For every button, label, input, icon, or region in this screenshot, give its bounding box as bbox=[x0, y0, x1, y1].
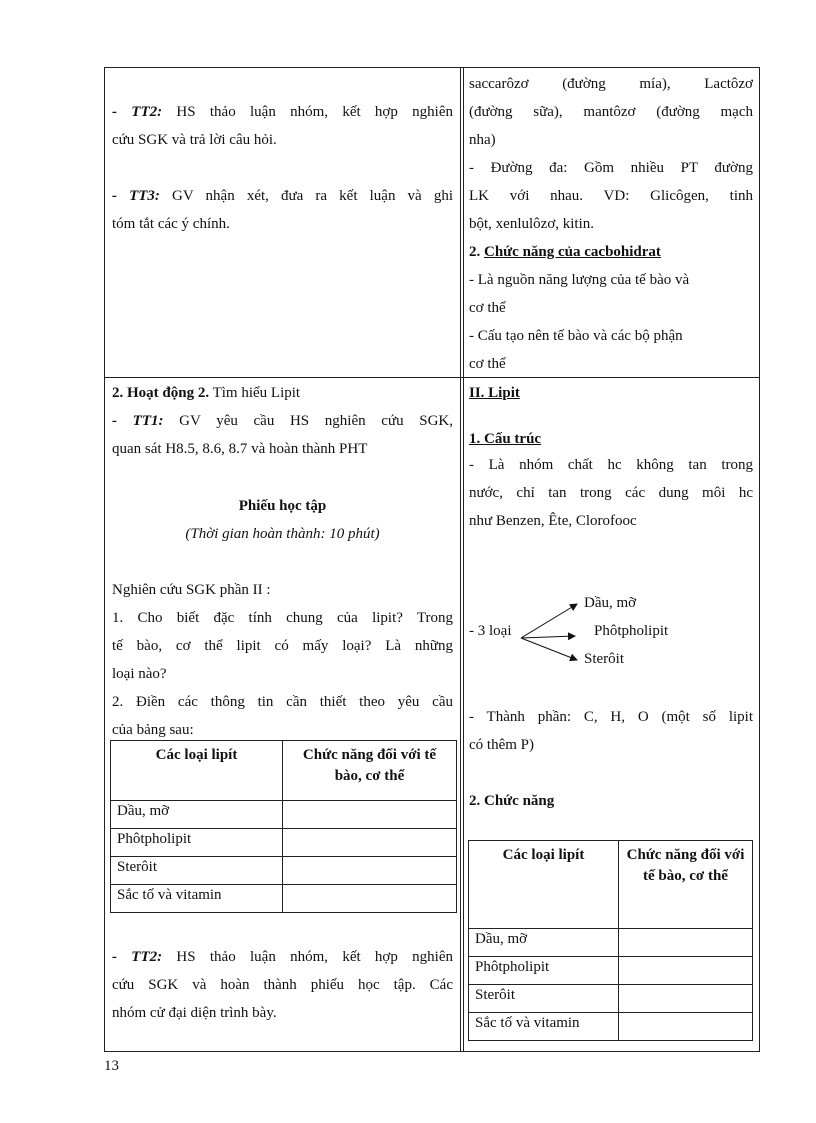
table-header-function: Chức năng đối với tế bào, cơ thể bbox=[283, 741, 457, 801]
lipid-worksheet-table bbox=[110, 740, 457, 913]
type-oil-fat: Dầu, mỡ bbox=[584, 595, 637, 611]
polysaccharide-line-1: - Đường đa: Gồm nhiều PT đường bbox=[469, 160, 753, 176]
table-cell-type: Sterôit bbox=[469, 985, 619, 1013]
table-row bbox=[111, 829, 457, 857]
structure-line-2: nước, chỉ tan trong các dung môi hc bbox=[469, 485, 753, 501]
tt1-text-line-2: quan sát H8.5, 8.6, 8.7 và hoàn thành PHT bbox=[112, 441, 368, 457]
type-steroid: Sterôit bbox=[584, 651, 624, 667]
table-header-row bbox=[111, 741, 457, 801]
table-cell-type: Sắc tố và vitamin bbox=[111, 885, 283, 913]
table-cell-type: Sterôit bbox=[111, 857, 283, 885]
table-row bbox=[111, 801, 457, 829]
lipid-function-heading: 2. Chức năng bbox=[469, 793, 555, 809]
table-row bbox=[111, 885, 457, 913]
tt1-text-line-1: - TT1: GV yêu cầu HS nghiên cứu SGK, bbox=[112, 413, 453, 429]
table-header-type: Các loại lipít bbox=[111, 741, 283, 801]
table-cell-function bbox=[619, 985, 753, 1013]
table-header-row bbox=[469, 841, 753, 929]
tt2-text-line-1: - TT2: HS thảo luận nhóm, kết hợp nghiên bbox=[112, 104, 453, 120]
arrow-to-phospholipid bbox=[521, 636, 575, 638]
activity-2-heading: 2. Hoạt động 2. Tìm hiểu Lipit bbox=[112, 385, 301, 401]
tt3-text-line-2: tóm tắt các ý chính. bbox=[112, 216, 230, 232]
function-line-4: cơ thể bbox=[469, 356, 506, 372]
sugar-line-2: (đường sữa), mantôzơ (đường mạch bbox=[469, 104, 753, 120]
structure-line-1: - Là nhóm chất hc không tan trong bbox=[469, 457, 753, 473]
table-cell-function bbox=[283, 801, 457, 829]
worksheet-title: Phiếu học tập bbox=[238, 498, 327, 514]
table-cell-function bbox=[619, 1013, 753, 1041]
table-row bbox=[469, 985, 753, 1013]
table-row bbox=[469, 1013, 753, 1041]
table-cell-type: Dầu, mỡ bbox=[111, 801, 283, 829]
lipid-function-table bbox=[468, 840, 753, 1041]
composition-line-2: có thêm P) bbox=[469, 737, 534, 753]
polysaccharide-line-3: bột, xenlulôzơ, kitin. bbox=[469, 216, 595, 232]
polysaccharide-line-2: LK với nhau. VD: Glicôgen, tinh bbox=[469, 188, 753, 204]
structure-line-3: như Benzen, Ête, Clorofooc bbox=[469, 513, 637, 529]
arrow-to-steroid bbox=[521, 638, 577, 660]
tt2-b-text-line-2: cứu SGK và hoàn thành phiếu học tập. Các bbox=[112, 977, 453, 993]
worksheet-time: (Thời gian hoàn thành: 10 phút) bbox=[185, 526, 380, 542]
lipit-section-title: II. Lipit bbox=[469, 385, 520, 401]
composition-line-1: - Thành phần: C, H, O (một số lipit bbox=[469, 709, 753, 725]
table-cell-type: Phôtpholipit bbox=[111, 829, 283, 857]
table-row bbox=[111, 857, 457, 885]
table-cell-type: Phôtpholipit bbox=[469, 957, 619, 985]
question-1-line-3: loại nào? bbox=[112, 666, 167, 682]
question-1-line-2: tế bào, cơ thể lipit có mấy loại? Là những bbox=[112, 638, 453, 654]
structure-heading: 1. Cấu trúc bbox=[469, 431, 542, 447]
table-cell-type: Dầu, mỡ bbox=[469, 929, 619, 957]
study-instruction: Nghiên cứu SGK phần II : bbox=[112, 582, 271, 598]
three-types-label: - 3 loại bbox=[469, 623, 512, 639]
table-cell-function bbox=[619, 957, 753, 985]
sugar-line-3: nha) bbox=[469, 132, 496, 148]
question-2-line-1: 2. Điền các thông tin cần thiết theo yêu cầu bbox=[112, 694, 453, 710]
arrow-to-oil-fat bbox=[521, 604, 577, 638]
table-cell-function bbox=[283, 857, 457, 885]
table-cell-function bbox=[283, 885, 457, 913]
tt3-text-line-1: - TT3: GV nhận xét, đưa ra kết luận và ghi bbox=[112, 188, 453, 204]
table-header-type: Các loại lipít bbox=[469, 841, 619, 929]
type-phospholipid: Phôtpholipit bbox=[594, 623, 669, 639]
column-divider bbox=[460, 67, 464, 1052]
question-2-line-2: của bảng sau: bbox=[112, 722, 194, 738]
row-divider bbox=[104, 377, 760, 379]
function-line-3: - Cấu tạo nên tế bào và các bộ phận bbox=[469, 328, 683, 344]
tt2-b-text-line-3: nhóm cử đại diện trình bày. bbox=[112, 1005, 277, 1021]
tt2-b-text-line-1: - TT2: HS thảo luận nhóm, kết hợp nghiên bbox=[112, 949, 453, 965]
question-1-line-1: 1. Cho biết đặc tính chung của lipit? Trong bbox=[112, 610, 453, 626]
table-row bbox=[469, 957, 753, 985]
sugar-line-1: saccarôzơ (đường mía), Lactôzơ bbox=[469, 76, 753, 92]
table-cell-function bbox=[283, 829, 457, 857]
tt2-text-line-2: cứu SGK và trả lời câu hỏi. bbox=[112, 132, 277, 148]
diagram-arrows bbox=[469, 590, 729, 680]
table-header-function: Chức năng đối với tế bào, cơ thể bbox=[619, 841, 753, 929]
carbohydrate-function-heading: 2. Chức năng của cacbohidrat bbox=[469, 244, 661, 260]
table-cell-type: Sắc tố và vitamin bbox=[469, 1013, 619, 1041]
function-line-1: - Là nguồn năng lượng của tế bào và bbox=[469, 272, 690, 288]
page-number: 13 bbox=[104, 1058, 119, 1074]
function-line-2: cơ thể bbox=[469, 300, 506, 316]
table-row bbox=[469, 929, 753, 957]
table-cell-function bbox=[619, 929, 753, 957]
lipid-types-diagram bbox=[469, 590, 729, 680]
